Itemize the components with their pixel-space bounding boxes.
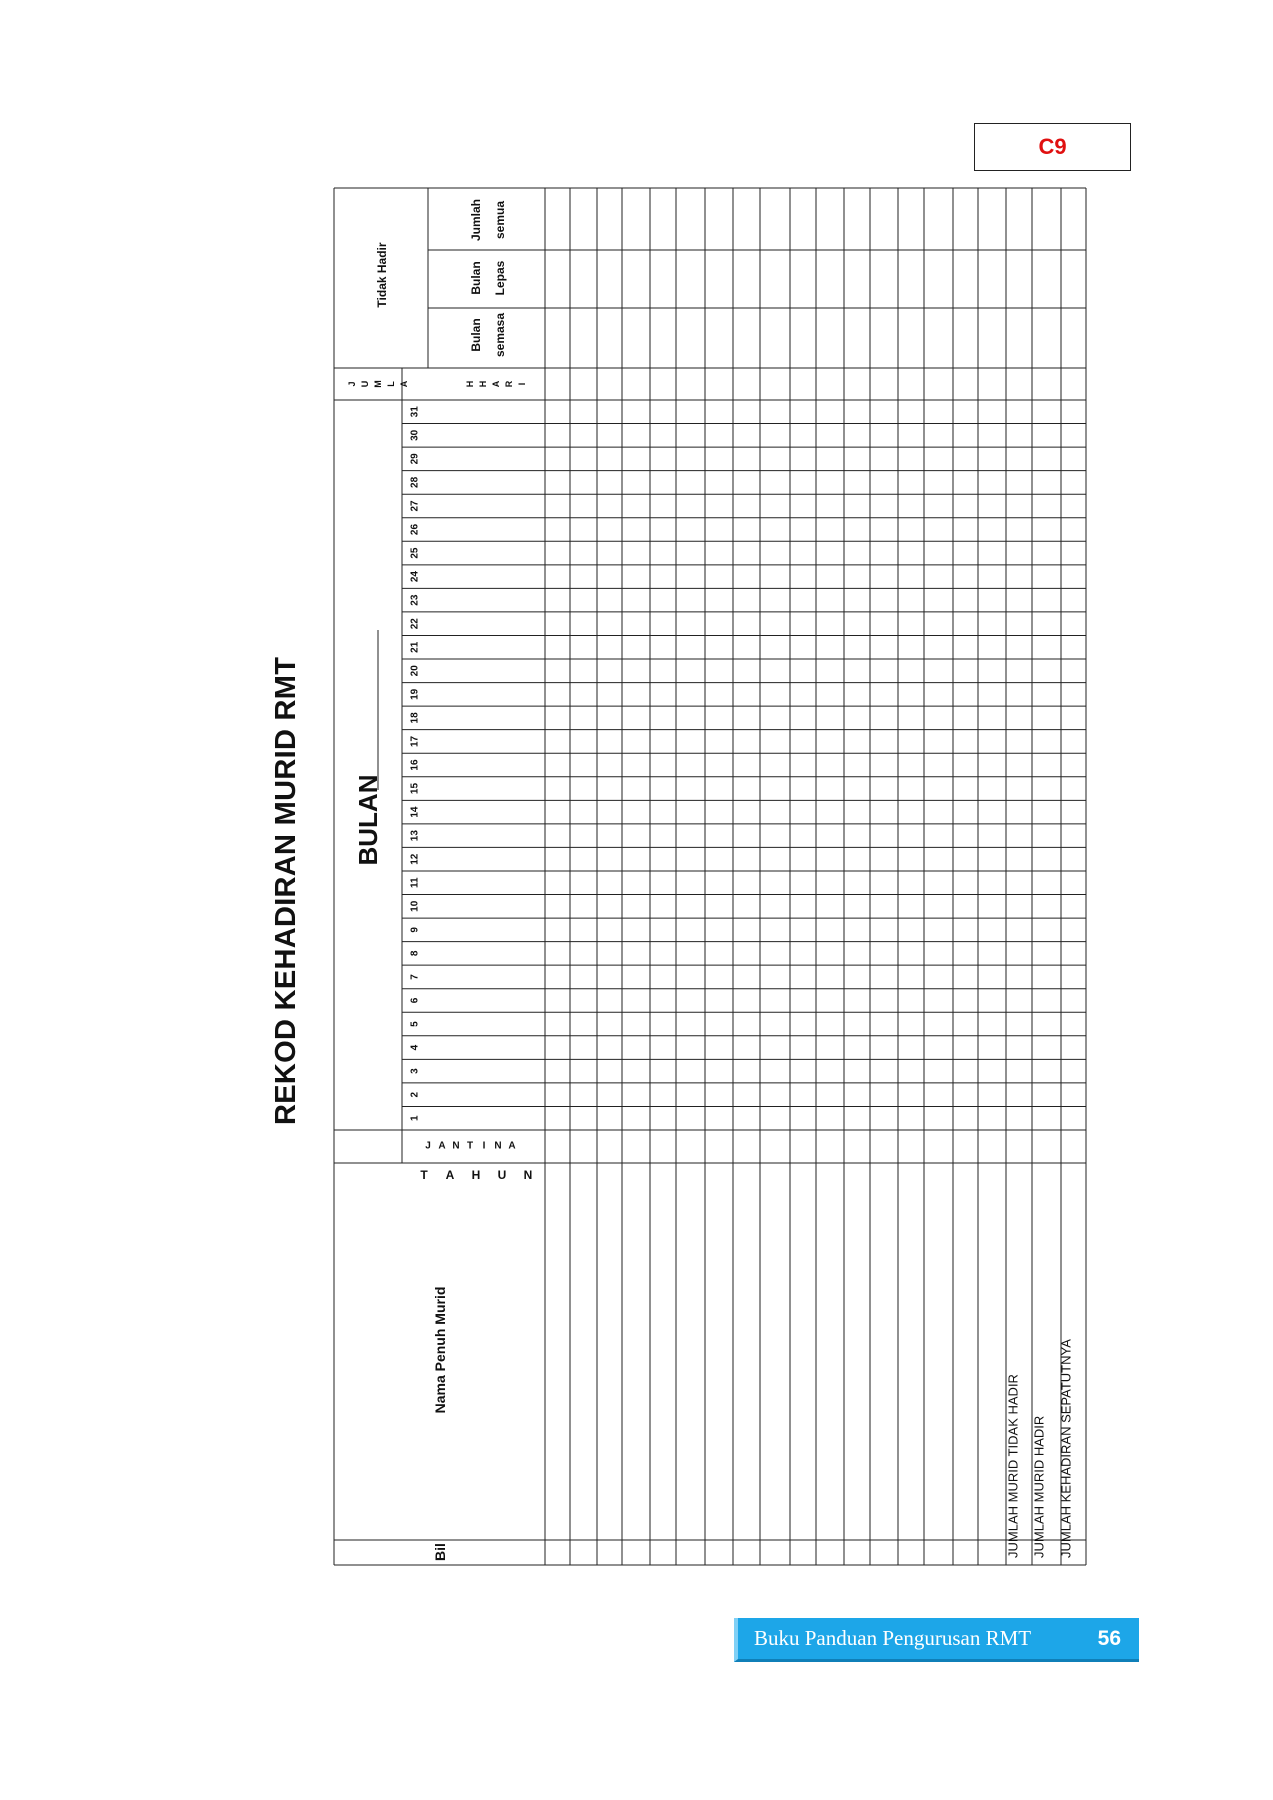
day-label: 4 [409,1044,421,1051]
jumlah-hari-letter: R [504,380,514,388]
summary-row-label: JUMLAH MURID HADIR [1031,1415,1047,1558]
day-label: 9 [409,927,421,933]
day-label: 23 [409,594,421,606]
footer-text: Buku Panduan Pengurusan RMT [754,1626,1032,1650]
jantina-letter: N [494,1140,502,1152]
jantina-letter: A [508,1140,516,1152]
day-label: 26 [409,523,421,536]
page-number: 56 [1097,1626,1121,1650]
tahun-letter: T [420,1168,428,1182]
jumlah-hari-letter: I [517,382,527,386]
summary-row-label: JUMLAH KEHADIRAN SEPATUTNYA [1058,1339,1074,1558]
table-headers [347,199,1074,1561]
day-label: 1 [409,1115,421,1122]
day-label: 24 [409,571,421,583]
tahun-letter: A [445,1168,455,1182]
tidak-hadir-header: Tidak Hadir [375,242,389,308]
day-label: 7 [409,974,421,980]
jantina-letter: I [482,1140,486,1152]
jantina-letter: N [452,1140,460,1152]
jumlah-semua-header: semua [493,200,507,240]
day-label: 5 [409,1021,421,1027]
tahun-letter: H [471,1168,481,1182]
nama-header: Nama Penuh Murid [432,1286,448,1414]
jumlah-hari-letter: H [465,380,475,388]
day-label: 25 [409,547,421,559]
jantina-letter: T [466,1140,474,1152]
summary-row-label: JUMLAH MURID TIDAK HADIR [1005,1374,1021,1558]
bil-header: Bil [432,1543,448,1561]
day-label: 17 [409,735,421,748]
day-label: 11 [409,877,421,889]
page-title: REKOD KEHADIRAN MURID RMT [270,656,302,1125]
bulan-semasa-header: Bulan [469,318,483,352]
form-code: C9 [1038,134,1067,159]
bulan-lepas-header: Lepas [493,260,507,296]
day-label: 10 [409,900,421,912]
day-label: 8 [409,950,421,957]
bulan-semasa-header: semasa [493,312,507,358]
jumlah-hari-letter: M [373,380,383,388]
day-label: 27 [409,500,421,512]
day-label: 18 [409,712,421,724]
day-label: 6 [409,997,421,1004]
day-label: 19 [409,688,421,700]
day-label: 22 [409,618,421,630]
tahun-letter: U [497,1168,507,1182]
jumlah-hari-letter: L [386,381,396,387]
day-label: 13 [409,830,421,842]
day-label: 16 [409,759,421,771]
day-label: 21 [409,641,421,653]
day-label: 29 [409,453,421,465]
jumlah-hari-letter: J [347,381,357,387]
day-label: 30 [409,429,421,441]
jumlah-hari-letter: A [491,380,501,388]
day-label: 12 [409,853,421,865]
day-label: 20 [409,665,421,677]
footer-banner [734,1618,1139,1662]
day-label: 15 [409,782,421,795]
jantina-letter: A [438,1140,446,1152]
day-label: 3 [409,1068,421,1074]
jumlah-hari-letter: H [478,380,488,388]
jumlah-hari-letter: U [360,380,370,388]
day-label: 31 [409,406,421,418]
jantina-letter: J [425,1140,431,1152]
day-label: 28 [409,476,421,488]
bulan-lepas-header: Bulan [469,261,483,295]
jumlah-semua-header: Jumlah [469,198,483,242]
day-label: 14 [409,806,421,818]
jumlah-hari-letter: A [399,380,409,388]
day-label: 2 [409,1091,421,1098]
tahun-letter: N [523,1168,533,1182]
month-label: BULAN [353,774,383,866]
